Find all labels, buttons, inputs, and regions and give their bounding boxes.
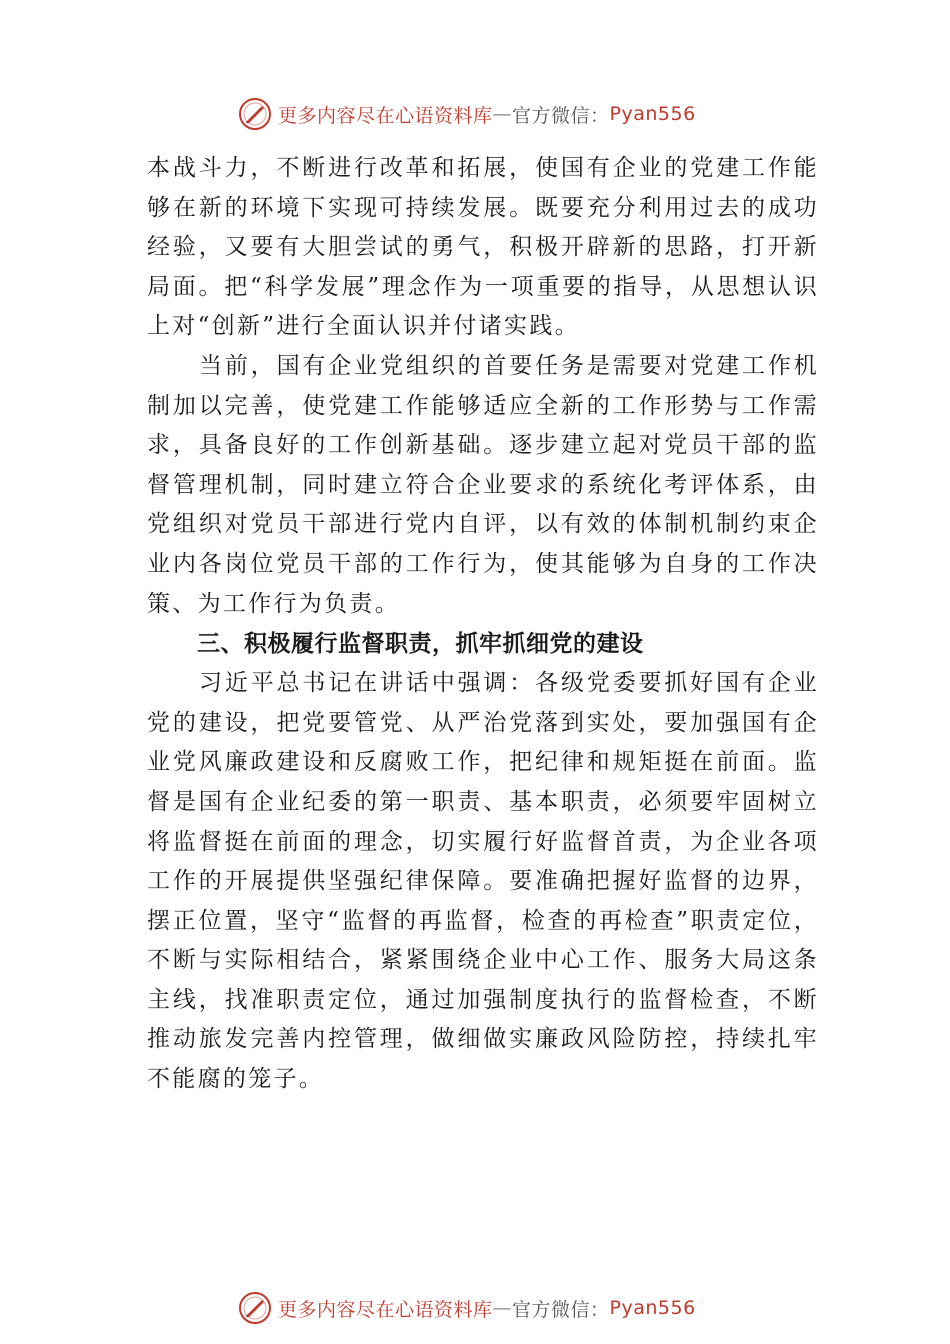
watermark-wechat-label: 官方微信： — [512, 104, 610, 127]
watermark-separator: — — [492, 1297, 513, 1319]
document-body — [147, 149, 819, 1100]
paragraph-2: 当前，国有企业党组织的首要任务是需要对党建工作机制加以完善，使党建工作能够适应全新的工作形势与工作需求，具备良好的工作创新基础。逐步建立起对党员干部的监督管理机制，同时建立符合企业要求的系统化考评体系，由党组织对党员干部进行党内自评，以有效的体制机制约束企业内各岗位党员干部的工作行为，使其能够为自身的工作决策、为工作行为负责。 — [147, 352, 819, 617]
footer-watermark — [238, 1290, 758, 1326]
watermark-wechat-id: Pyan556 — [609, 1297, 696, 1319]
paragraph-1: 本战斗力，不断进行改革和拓展，使国有企业的党建工作能够在新的环境下实现可持续发展。既要充分利用过去的成功经验，又要有大胆尝试的勇气，积极开辟新的思路，打开新局面。把“科学发展”理念作为一项重要的指导，从思想认识上对“创新”进行全面认识并付诸实践。 — [147, 155, 819, 340]
section-heading: 三、积极履行监督职责，抓牢抓细党的建设 — [197, 631, 644, 658]
header-watermark — [238, 96, 758, 132]
watermark-lead-text: 更多内容尽在心语资料库 — [278, 104, 493, 127]
watermark-wechat-id: Pyan556 — [609, 103, 696, 125]
watermark-lead-text: 更多内容尽在心语资料库 — [278, 1298, 493, 1321]
watermark-separator: — — [492, 103, 513, 125]
seal-logo-icon — [238, 1291, 272, 1325]
paragraph-3: 习近平总书记在讲话中强调：各级党委要抓好国有企业党的建设，把党要管党、从严治党落到实处，要加强国有企业党风廉政建设和反腐败工作，把纪律和规矩挺在前面。监督是国有企业纪委的第一职责、基本职责，必须要牢固树立将监督挺在前面的理念，切实履行好监督首责，为企业各项工作的开展提供坚强纪律保障。要准确把握好监督的边界， 摆正位置，坚守“监督的再监督，检查的再检查”职责定位， 不断与实际相结合，紧紧围绕企业中心工作、服务大局这条主线，找准职责定位，通过加强制度执行的监督检查，不断推动旅发完善内控管理，做细做实廉政风险防控，持续扎牢不能腐的笼子。 — [147, 670, 819, 1093]
watermark-wechat-label: 官方微信： — [512, 1298, 610, 1321]
seal-logo-icon — [238, 97, 272, 131]
